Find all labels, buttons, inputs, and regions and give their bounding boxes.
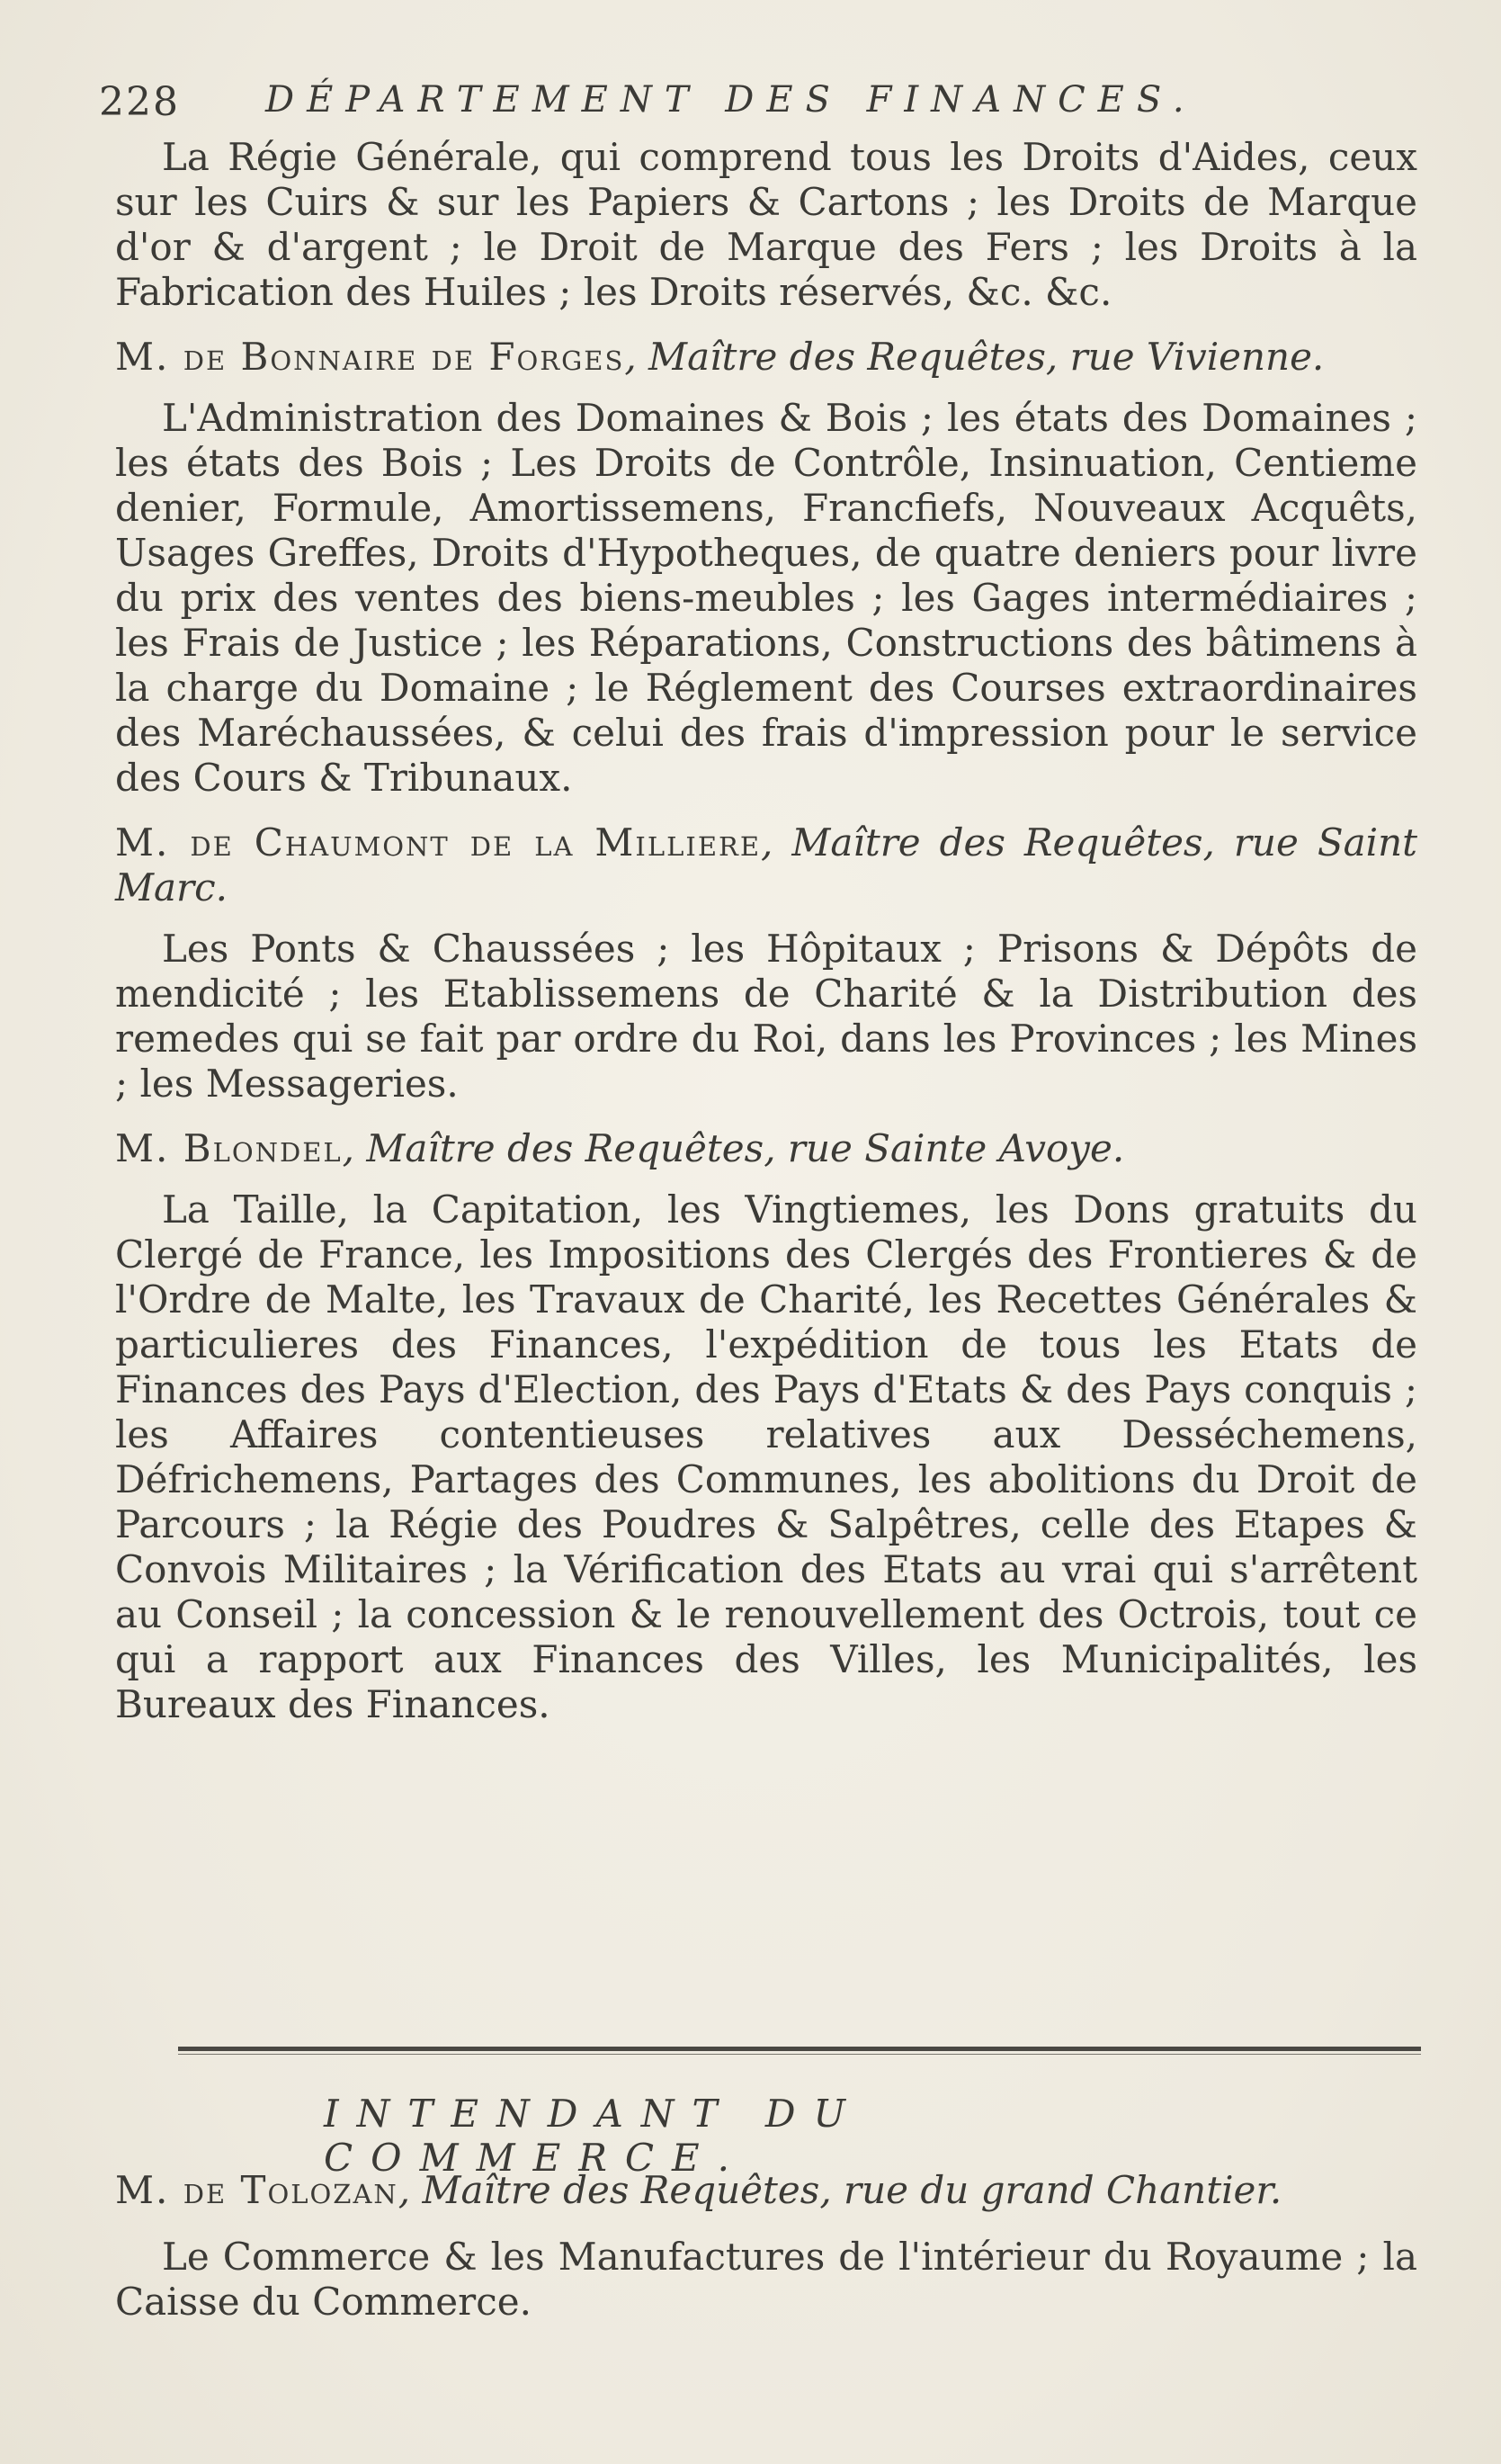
paragraph-regie-generale: La Régie Générale, qui comprend tous les Droits d'Aides, ceux sur les Cuirs & sur les Papiers & Cartons ; les Droits de Marque d'or & d'argent ; le Droit de Marque des Fers ; les Droits à la Fabrication des Huiles ; les Droits réservés, &c. &c. [115,135,1417,314]
page-number: 228 [99,79,180,125]
paragraph-tolozan-duties: Le Commerce & les Manufactures de l'intérieur du Royaume ; la Caisse du Commerce. [115,2235,1417,2324]
officer-entry-tolozan [115,2168,1417,2213]
officer-title-address: , Maître des Requêtes, rue Sainte Avoye. [342,1126,1125,1170]
section-heading: INTENDANT DU COMMERCE. [324,2092,863,2180]
paragraph-chaumont-duties: Les Ponts & Chaussées ; les Hôpitaux ; Prisons & Dépôts de mendicité ; les Etablissemens de Charité & la Distribution des remedes qui se fait par ordre du Roi, dans les Provinces ; les Mines ; les Messageries. [115,927,1417,1106]
officer-name: M. de Chaumont de la Milliere [115,820,761,865]
officer-title-address: , Maître des Requêtes, rue Saint Marc. [115,820,1417,909]
main-text [115,135,1417,1747]
officer-title-address: , Maître des Requêtes, rue Vivienne. [624,335,1325,379]
section-divider-thin [178,2054,1421,2055]
commerce-section [115,2168,1417,2346]
officer-name: M. de Tolozan [115,2168,398,2212]
officer-name: M. de Bonnaire de Forges [115,335,625,379]
officer-name: M. Blondel [115,1126,343,1170]
section-divider [178,2047,1421,2051]
officer-entry-chaumont [115,820,1417,910]
running-head-title: DÉPARTEMENT DES FINANCES. [265,79,1197,121]
officer-title-address: , Maître des Requêtes, rue du grand Chantier. [398,2168,1282,2212]
officer-entry-bonnaire [115,335,1417,380]
officer-entry-blondel [115,1126,1417,1171]
running-head [99,72,1232,135]
paragraph-blondel-duties: La Taille, la Capitation, les Vingtiemes, les Dons gratuits du Clergé de France, les Impositions des Clergés des Frontieres & de l'Ordre de Malte, les Travaux de Charité, les Recettes Générales & particulieres des Finances, l'expédition de tous les Etats de Finances des Pays d'Election, des Pays d'Etats & des Pays conquis ; les Affaires contentieuses relatives aux Desséchemens, Défrichemens, Partages des Communes, les abolitions du Droit de Parcours ; la Régie des Poudres & Salpêtres, celle des Etapes & Convois Militaires ; la Vérification des Etats au vrai qui s'arrêtent au Conseil ; la concession & le renouvellement des Octrois, tout ce qui a rapport aux Finances des Villes, les Municipalités, les Bureaux des Finances. [115,1187,1417,1726]
paragraph-bonnaire-duties: L'Administration des Domaines & Bois ; les états des Domaines ; les états des Bois ; Les Droits de Contrôle, Insinuation, Centieme denier, Formule, Amortissemens, Francfiefs, Nouveaux Acquêts, Usages Greffes, Droits d'Hypotheques, de quatre deniers pour livre du prix des ventes des biens-meubles ; les Gages intermédiaires ; les Frais de Justice ; les Réparations, Constructions des bâtimens à la charge du Domaine ; le Réglement des Courses extraordinaires des Maréchaussées, & celui des frais d'impression pour le service des Cours & Tribunaux. [115,396,1417,800]
